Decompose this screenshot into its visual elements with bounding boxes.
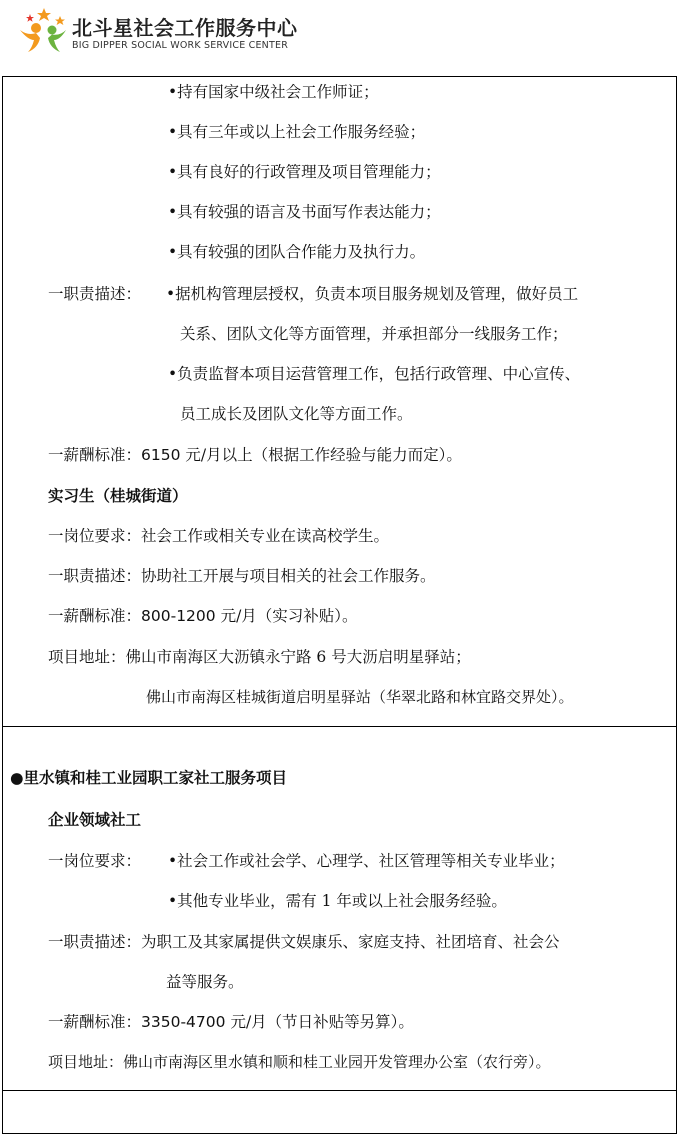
requirement-item: •持有国家中级社会工作师证；: [168, 83, 379, 101]
salary-label: 一薪酬标准：: [48, 446, 142, 464]
intern-duty: 一职责描述：协助社工开展与项目相关的社会工作服务。: [48, 567, 436, 585]
intern-salary-value: 800-1200: [141, 607, 216, 625]
intern-salary-row: [48, 606, 358, 626]
requirement-item: •具有良好的行政管理及项目管理能力；: [168, 163, 441, 181]
duty-description: 一职责描述：为职工及其家属提供文娱康乐、家庭支持、社团培育、社会公: [48, 933, 560, 951]
salary-value: 6150: [141, 446, 181, 464]
requirement-item: •其他专业毕业，需有 1 年或以上社会服务经验。: [168, 892, 507, 910]
duties-label: 一职责描述：: [48, 285, 142, 303]
big-dipper-logo: [14, 6, 70, 54]
requirement-item: •具有较强的团队合作能力及执行力。: [168, 243, 426, 261]
requirements-label: 一岗位要求：: [48, 852, 142, 870]
requirement-item: •社会工作或社会学、心理学、社区管理等相关专业毕业；: [168, 852, 565, 870]
duty-item-continued: 关系、团队文化等方面管理，并承担部分一线服务工作；: [180, 325, 568, 343]
salary-label: 一薪酬标准：: [48, 1013, 142, 1031]
salary-value: 3350-4700: [141, 1013, 226, 1031]
section-box-3: [2, 1090, 677, 1134]
project-title: ●里水镇和桂工业园职工家社工服务项目: [10, 768, 288, 787]
duty-item: •据机构管理层授权，负责本项目服务规划及管理，做好员工: [166, 285, 579, 303]
requirement-item: •具有三年或以上社会工作服务经验；: [168, 123, 426, 141]
duty-item: •负责监督本项目运营管理工作，包括行政管理、中心宣传、: [168, 365, 581, 383]
org-name-en: BIG DIPPER SOCIAL WORK SERVICE CENTER: [72, 40, 288, 51]
project-address: 项目地址：佛山市南海区里水镇和顺和桂工业园开发管理办公室（农行旁）。: [48, 1053, 551, 1071]
salary-row: [48, 1012, 414, 1032]
salary-note: 元/月以上（根据工作经验与能力而定）。: [185, 446, 462, 464]
page-header: [0, 0, 680, 76]
requirement-item: •具有较强的语言及书面写作表达能力；: [168, 203, 441, 221]
salary-note: 元/月（节日补贴等另算）。: [230, 1013, 414, 1031]
intern-salary-label: 一薪酬标准：: [48, 607, 142, 625]
org-name-cn: 北斗星社会工作服务中心: [72, 16, 298, 40]
role-title: 企业领域社工: [48, 810, 142, 829]
intern-requirement: 一岗位要求：社会工作或相关专业在读高校学生。: [48, 527, 390, 545]
duty-description-continued: 益等服务。: [166, 973, 244, 991]
project-address: 项目地址：佛山市南海区大沥镇永宁路 6 号大沥启明星驿站；: [48, 648, 471, 666]
project-address-continued: 佛山市南海区桂城街道启明星驿站（华翠北路和林宜路交界处）。: [146, 688, 574, 706]
intern-title: 实习生（桂城街道）: [48, 486, 188, 505]
intern-salary-note: 元/月（实习补贴）。: [220, 607, 358, 625]
duty-item-continued: 员工成长及团队文化等方面工作。: [180, 405, 413, 423]
salary-row: [48, 445, 462, 465]
